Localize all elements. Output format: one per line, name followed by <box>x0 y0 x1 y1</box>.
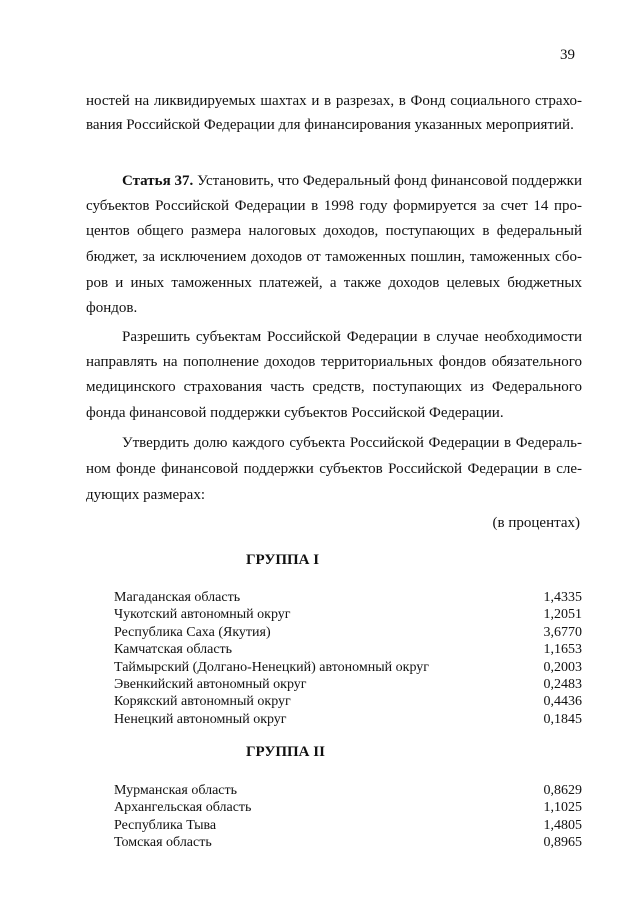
text-line: ном фонде финансовой поддержки субъектов Российской Федерации в сле- <box>86 461 582 477</box>
table-row <box>114 589 582 606</box>
text-line: фонда финансовой поддержки субъектов Российской Федерации. <box>86 405 504 421</box>
region-share: 1,1653 <box>543 642 582 658</box>
text-line: вания Российской Федерации для финансирования указанных мероприятий. <box>86 117 574 133</box>
region-name: Чукотский автономный округ <box>114 607 291 623</box>
table-row <box>114 659 582 676</box>
region-name: Томская область <box>114 835 212 851</box>
region-share: 0,2003 <box>543 659 582 675</box>
region-share: 0,8629 <box>543 783 582 798</box>
table-row <box>114 834 582 851</box>
page-number: 39 <box>560 47 575 63</box>
table-row <box>114 799 582 816</box>
table-row <box>114 624 582 641</box>
region-share: 3,6770 <box>543 624 582 640</box>
region-name: Корякский автономный округ <box>114 694 291 710</box>
table-row <box>114 782 582 799</box>
region-name: Эвенкийский автономный округ <box>114 677 307 692</box>
text-line: центов общего размера налоговых доходов, поступающих в федеральный <box>86 223 582 239</box>
region-share: 1,2051 <box>543 607 582 623</box>
table-row <box>114 676 582 693</box>
region-share: 0,4436 <box>543 694 582 710</box>
region-name: Магаданская область <box>114 590 241 605</box>
text-line: Утвердить долю каждого субъекта Российской Федерации в Федераль- <box>122 435 582 451</box>
table-row <box>114 641 582 658</box>
group-title: ГРУППА I <box>246 552 320 568</box>
text-line: направлять на пополнение доходов территориальных фондов обязательного <box>86 354 582 370</box>
text-fragment: Установить, что Федеральный фонд финансовой поддержки <box>193 173 582 189</box>
region-share: 1,4335 <box>543 590 582 605</box>
group-title: ГРУППА II <box>246 744 325 760</box>
unit-label: (в процентах) <box>492 515 580 531</box>
table-row <box>114 711 582 728</box>
region-share: 0,2483 <box>543 677 582 692</box>
region-share: 0,8965 <box>543 835 582 851</box>
text-line: ностей на ликвидируемых шахтах и в разрезах, в Фонд социального страхо- <box>86 93 582 109</box>
text-line: Разрешить субъектам Российской Федерации в случае необходимости <box>122 329 582 345</box>
article-label: Статья 37. <box>122 173 194 189</box>
region-name: Ненецкий автономный округ <box>114 711 287 727</box>
region-share: 1,1025 <box>543 800 582 816</box>
region-name: Республика Саха (Якутия) <box>114 624 271 640</box>
table-row <box>114 817 582 834</box>
region-share: 0,1845 <box>543 711 582 727</box>
article-heading-line <box>122 172 582 190</box>
table-row <box>114 693 582 710</box>
region-name: Камчатская область <box>114 642 233 658</box>
text-line: фондов. <box>86 300 138 316</box>
region-name: Мурманская область <box>114 783 238 798</box>
region-name: Республика Тыва <box>114 817 217 833</box>
text-line: ров и иных таможенных платежей, а также доходов целевых бюджетных <box>86 275 582 291</box>
text-line: медицинского страхования часть средств, поступающих из Федерального <box>86 379 582 395</box>
table-row <box>114 606 582 623</box>
text-line: бюджет, за исключением доходов от таможенных пошлин, таможенных сбо- <box>86 249 582 265</box>
text-line: субъектов Российской Федерации в 1998 году формируется за счет 14 про- <box>86 198 582 214</box>
region-name: Архангельская область <box>114 800 252 816</box>
region-share: 1,4805 <box>543 817 582 833</box>
text-line: дующих размерах: <box>86 487 206 503</box>
region-name: Таймырский (Долгано-Ненецкий) автономный округ <box>114 659 430 675</box>
